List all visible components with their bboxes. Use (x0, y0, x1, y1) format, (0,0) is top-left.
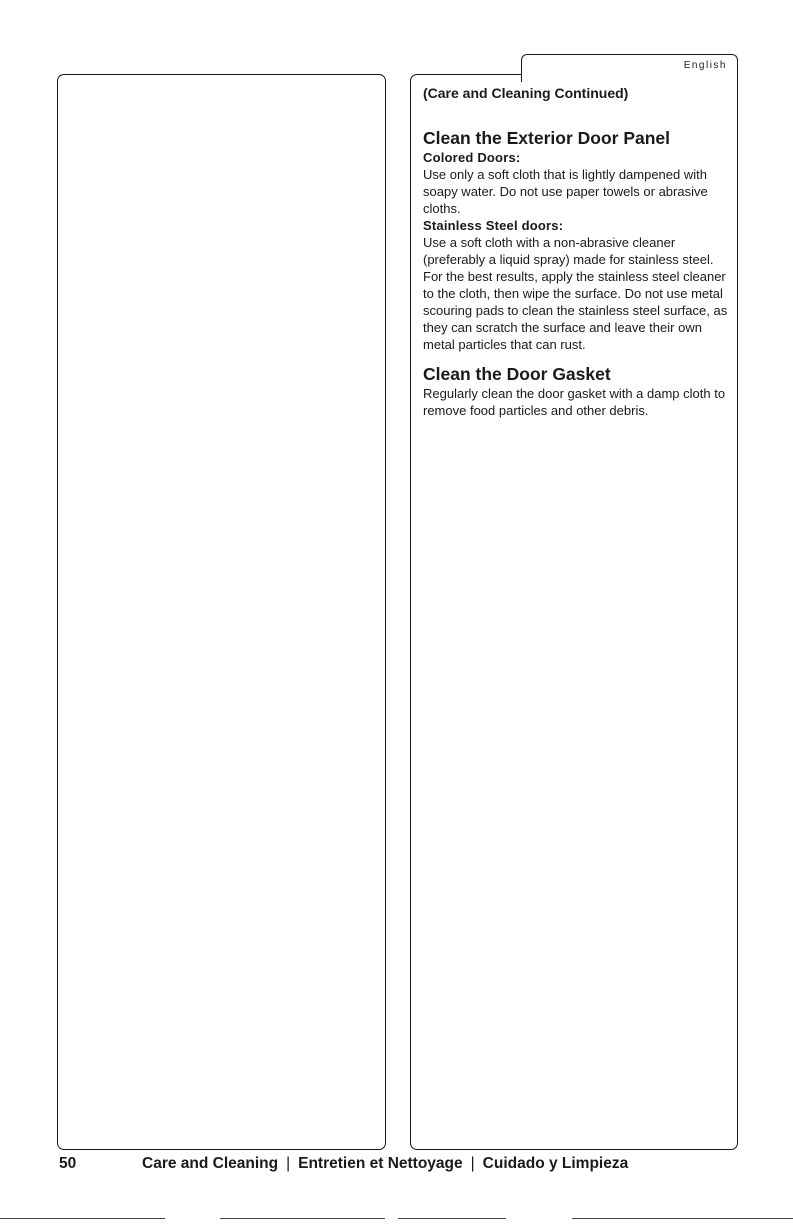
continued-heading: (Care and Cleaning Continued) (423, 85, 629, 101)
right-column-content (423, 84, 728, 419)
page-number: 50 (59, 1155, 77, 1172)
stainless-doors-text: Use a soft cloth with a non-abrasive cleaner (preferably a liquid spray) made for stainless steel. For the best results, apply the stainless steel cleaner to the cloth, then wipe the surface. Do not use metal scouring pads to clean the stainless steel surface, as they can scratch the surface and leave their own metal particles that can rust. (423, 235, 728, 352)
exterior-door-panel-title: Clean the Exterior Door Panel (423, 128, 671, 148)
bottom-rule-segment (398, 1218, 506, 1219)
door-gasket-text: Regularly clean the door gasket with a damp cloth to remove food particles and other debris. (423, 386, 726, 418)
footer-separator: | (470, 1155, 475, 1172)
bottom-rule-segment (220, 1218, 385, 1219)
door-gasket-title: Clean the Door Gasket (423, 364, 611, 384)
colored-doors-heading: Colored Doors: (423, 150, 521, 165)
bottom-rule-segment (572, 1218, 793, 1219)
footer-french-title: Entretien et Nettoyage (298, 1155, 463, 1172)
bottom-rule-segment (0, 1218, 165, 1219)
left-column-panel (57, 74, 386, 1150)
footer-spanish-title: Cuidado y Limpieza (482, 1155, 629, 1172)
colored-doors-text: Use only a soft cloth that is lightly dampened with soapy water. Do not use paper towels or abrasive cloths. (423, 167, 708, 216)
stainless-doors-heading: Stainless Steel doors: (423, 218, 564, 233)
footer-separator: | (286, 1155, 291, 1172)
page-footer (59, 1155, 628, 1173)
language-tab (521, 54, 738, 82)
language-tab-joint (523, 72, 737, 76)
footer-english-title: Care and Cleaning (142, 1155, 279, 1172)
language-tab-label: English (683, 60, 727, 71)
